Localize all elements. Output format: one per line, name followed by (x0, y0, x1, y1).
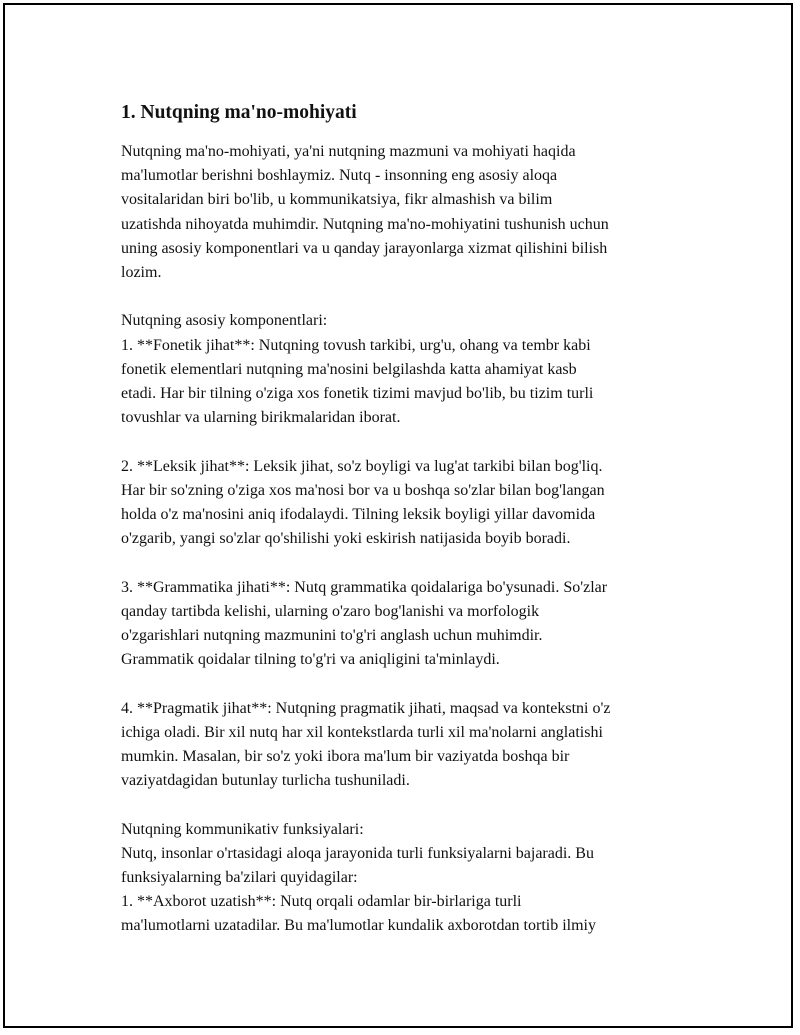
text-line: Nutqning ma'no-mohiyati, ya'ni nutqning mazmuni va mohiyati haqida (121, 143, 576, 160)
text-line: 4. **Pragmatik jihat**: Nutqning pragmatik jihati, maqsad va kontekstni o'z (121, 699, 611, 717)
text-line: ichiga oladi. Bir xil nutq har xil kontekstlarda turli xil ma'nolarni anglatishi (121, 723, 603, 741)
text-line: tovushlar va ularning birikmalaridan iborat. (121, 409, 401, 427)
text-line: o'zgarishlari nutqning mazmunini to'g'ri anglash uchun muhimdir. (121, 627, 543, 645)
text-line: ma'lumotlarni uzatadilar. Bu ma'lumotlar kundalik axborotdan tortib ilmiy (121, 917, 596, 935)
paragraph-text (121, 140, 696, 939)
text-line: vositalaridan biri bo'lib, u kommunikatsiya, fikr almashish va bilim (121, 191, 553, 209)
text-line: uzatishda nihoyatda muhimdir. Nutqning ma'no-mohiyatini tushunish uchun (121, 215, 609, 233)
section-heading: 1. Nutqning ma'no-mohiyati (121, 102, 357, 123)
text-line: Har bir so'zning o'ziga xos ma'nosi bor va u boshqa so'zlar bilan bog'langan (121, 481, 605, 499)
text-line: holda o'z ma'nosini aniq ifodalaydi. Tilning leksik boyligi yillar davomida (121, 506, 596, 524)
text-line: 3. **Grammatika jihati**: Nutq grammatika qoidalariga bo'ysunadi. So'zlar (121, 578, 608, 596)
blank-line (121, 551, 696, 575)
text-line: Grammatik qoidalar tilning to'g'ri va aniqligini ta'minlaydi. (121, 651, 500, 669)
text-line: mumkin. Masalan, bir so'z yoki ibora ma'lum bir vaziyatda boshqa bir (121, 748, 570, 766)
blank-line (121, 430, 696, 454)
text-line: 1. **Axborot uzatish**: Nutq orqali odamlar bir-birlariga turli (121, 893, 522, 911)
text-line: ma'lumotlar berishni boshlaymiz. Nutq - insonning eng asosiy aloqa (121, 167, 558, 185)
text-line: etadi. Har bir tilning o'ziga xos fonetik tizimi mavjud bo'lib, bu tizim turli (121, 385, 594, 403)
text-line: fonetik elementlari nutqning ma'nosini belgilashda katta ahamiyat kasb (121, 360, 577, 378)
text-line: 2. **Leksik jihat**: Leksik jihat, so'z boyligi va lug'at tarkibi bilan bog'liq. (121, 457, 603, 475)
text-line: Nutqning asosiy komponentlari: (121, 312, 328, 330)
text-line: funksiyalarning ba'zilari quyidagilar: (121, 869, 358, 887)
document-page (3, 3, 793, 1028)
text-line: 1. **Fonetik jihat**: Nutqning tovush tarkibi, urg'u, ohang va tembr kabi (121, 336, 591, 354)
blank-line (121, 285, 696, 309)
text-line: Nutqning kommunikativ funksiyalari: (121, 820, 364, 838)
blank-line (121, 793, 696, 817)
blank-line (121, 672, 696, 696)
text-line: Nutq, insonlar o'rtasidagi aloqa jarayonida turli funksiyalarni bajaradi. Bu (121, 844, 594, 862)
document-body (121, 101, 696, 939)
text-line: vaziyatdagidan butunlay turlicha tushuniladi. (121, 772, 410, 790)
text-line: qanday tartibda kelishi, ularning o'zaro bog'lanishi va morfologik (121, 602, 540, 620)
text-line: o'zgarib, yangi so'zlar qo'shilishi yoki eskirish natijasida boyib boradi. (121, 530, 571, 548)
text-line: lozim. (121, 264, 162, 282)
text-line: uning asosiy komponentlari va u qanday jarayonlarga xizmat qilishini bilish (121, 239, 608, 257)
